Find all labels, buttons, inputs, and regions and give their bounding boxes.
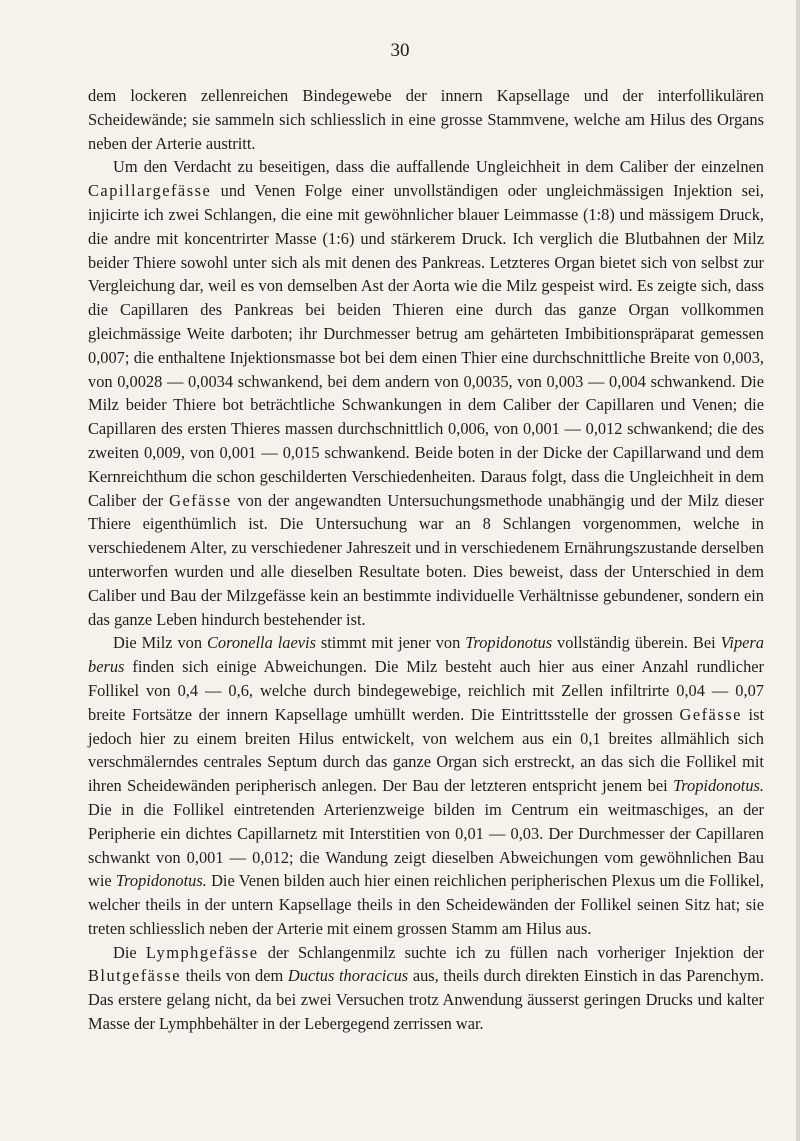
- page-number: 30: [390, 40, 410, 61]
- text-run: aus, theils durch direkten Einstich in das Parenchym. Das erstere gelang nicht, da bei zwei Versuchen trotz Anwendung äusserst geringen Drucks und kalter Masse der Lymphbehälter in der Lebergegend zerrissen war.: [88, 966, 764, 1034]
- text-run: Die: [113, 942, 146, 962]
- text-run: Die Venen bilden auch hier einen reichlichen peripherischen Plexus um die Follikel, welcher theils in der untern Kapsellage theils in den Scheidewänden der Follikel seinen Sitz hat; sie treten schliesslich neben der Arterie mit einem grossen Stamm am Hilus aus.: [88, 871, 764, 938]
- italic-term: Tropidonotus.: [673, 776, 764, 796]
- paragraph: [88, 941, 764, 1036]
- text-run: ist jedoch hier zu einem breiten Hilus entwickelt, von welchem aus ein 0,1 breites allmählich sich verschmälerndes centrales Septum durch das ganze Organ sich erstreckt, an das sich die Follikel mit ihren Scheidewänden peripherisch anlegen. Der Bau der letzteren entspricht jenem bei: [88, 704, 765, 796]
- text-run: theils von dem: [180, 966, 288, 986]
- paragraph: [88, 155, 764, 631]
- text-run: und Venen Folge einer unvollständigen oder ungleichmässigen Injektion sei, injicirte ich zwei Schlangen, die eine mit gewöhnlicher blauer Leimmasse (1:8) und mässigem Druck, die andre mit koncentrirter Masse (1:6) und stärkerem Druck. Ich verglich die Blutbahnen der Milz beider Thiere sowohl unter sich als mit denen des Pankreas. Letzteres Organ bietet sich von selbst zur Vergleichung dar, weil es von demselben Ast der Aorta wie die Milz gespeist wird. Es zeigte sich, dass die Capillaren des Pankreas bei beiden Thieren eine durch das ganze Organ vollkommen gleichmässige Weite darboten; ihr Durchmesser betrug am gehärteten Imbibitionspräparat gemessen 0,007; die enthaltene Injektionsmasse bot bei dem einen Thier eine durchschnittliche Breite von 0,003, von 0,0028 — 0,0034 schwankend, bei dem andern von 0,0035, von 0,003 — 0,004 schwankend. Die Milz beider Thiere bot beträchtliche Schwankungen in dem Caliber der Capillaren und Venen; die Capillaren des ersten Thieres massen durchschnittlich 0,006, von 0,001 — 0,012 schwankend; die des zweiten 0,009, von 0,001 — 0,015 schwankend. Beide boten in der Dicke der Capillarwand und dem Kernreichthum die schon geschilderten Verschiedenheiten. Daraus folgt, dass die Ungleichheit in dem Caliber der: [88, 181, 764, 510]
- text-run: von der angewandten Untersuchungsmethode unabhängig und der Milz dieser Thiere eigenthümlich ist. Die Untersuchung war an 8 Schlangen vorgenommen, welche in verschiedenem Alter, zu verschiedener Jahreszeit und in verschiedenem Ernährungszustande derselben unterworfen wurden und alle dieselben Resultate boten. Dies beweist, dass der Unterschied in dem Caliber und Bau der Milzgefässe kein an bestimmte individuelle Verhältnisse gebundener, sondern ein das ganze Leben hindurch bestehender ist.: [88, 490, 764, 629]
- body-text: [88, 84, 764, 1036]
- text-run: Die Milz von: [113, 633, 207, 653]
- italic-term: Vipera berus: [88, 633, 764, 677]
- text-run: dem lockeren zellenreichen Bindegewebe der innern Kapsellage und der interfollikulären Scheidewände; sie sammeln sich schliesslich in eine grosse Stammvene, welche am Hilus des Organs neben der Arterie austritt.: [88, 86, 764, 153]
- spaced-term: Capillargefässe: [88, 181, 212, 201]
- page-edge: [796, 0, 800, 1141]
- paragraph: [88, 631, 764, 940]
- italic-term: Coronella laevis: [206, 633, 316, 653]
- spaced-term: Gefässe: [679, 704, 742, 724]
- text-run: finden sich einige Abweichungen. Die Milz besteht auch hier aus einer Anzahl rundlicher Follikel von 0,4 — 0,6, welche durch bindegewebige, reichlich mit Zellen infiltrirte 0,04 — 0,07 breite Fortsätze der innern Kapsellage umhüllt werden. Die Eintrittsstelle der grossen: [88, 657, 764, 724]
- text-run: Die in die Follikel eintretenden Arterienzweige bilden im Centrum ein weitmaschiges, an der Peripherie ein dichtes Capillarnetz mit Interstitien von 0,01 — 0,03. Der Durchmesser der Capillaren schwankt von 0,001 — 0,012; die Wandung zeigt dieselben Abweichungen vom gewöhnlichen Bau wie: [88, 799, 764, 891]
- text-run: Um den Verdacht zu beseitigen, dass die auffallende Ungleichheit in dem Caliber der einzelnen: [113, 157, 764, 177]
- italic-term: Tropidonotus.: [115, 871, 207, 891]
- spaced-term: Lymphgefässe: [145, 942, 259, 962]
- italic-term: Tropidonotus: [465, 633, 553, 653]
- paragraph: [88, 84, 764, 155]
- italic-term: Ductus thoracicus: [287, 966, 409, 986]
- text-run: stimmt mit jener von: [315, 633, 466, 653]
- spaced-term: Blutgefässe: [88, 966, 181, 986]
- text-run: vollständig überein. Bei: [552, 633, 721, 653]
- text-run: der Schlangenmilz suchte ich zu füllen nach vorheriger Injektion der: [258, 942, 765, 962]
- spaced-term: Gefässe: [169, 490, 232, 510]
